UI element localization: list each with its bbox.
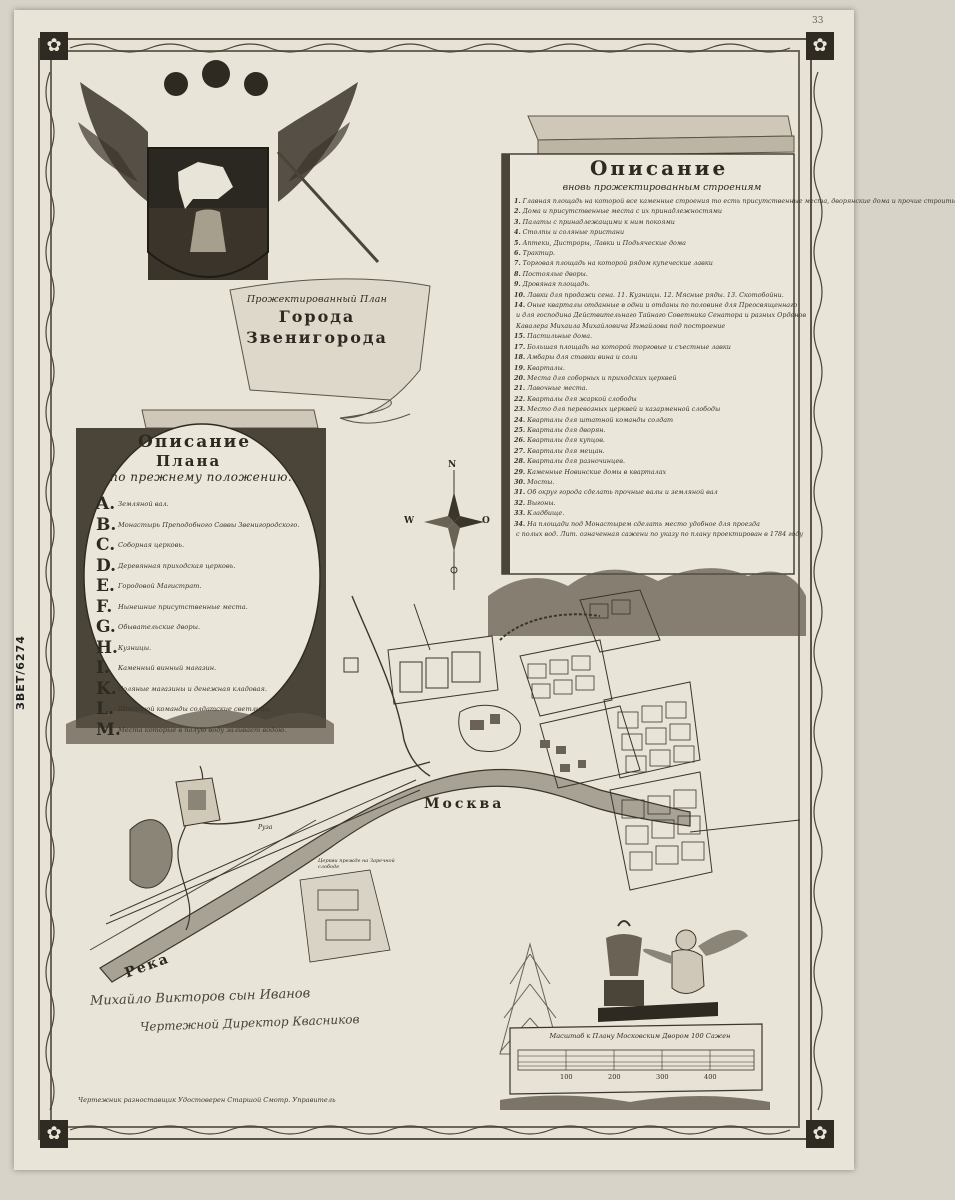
- corner-rosette-icon: ✿: [40, 32, 68, 60]
- old-description-subtitle: по прежнему положению.: [110, 470, 293, 484]
- list-item: 32. Выгоны.: [514, 498, 556, 507]
- moskva-river-label: Москва: [424, 796, 505, 812]
- list-item: 22. Кварталы для жаркой слободы: [514, 394, 637, 403]
- list-item: 27. Кварталы для мещан.: [514, 446, 605, 455]
- list-item: 25. Кварталы для дворян.: [514, 425, 606, 434]
- list-item: 6. Трактир.: [514, 249, 555, 258]
- list-item: 34. На площади под Монастырем сделать место удобное для проезда: [514, 519, 760, 528]
- list-item: E. Городовой Магистрат.: [96, 576, 202, 596]
- scale-tick-label: 400: [704, 1073, 717, 1081]
- list-item: H.Кузницы.: [96, 637, 152, 658]
- signature-line2: Чертежной Директор Квасников: [139, 1012, 360, 1034]
- corner-rosette-icon: ✿: [806, 32, 834, 60]
- list-item: 15. Пастильные дома.: [514, 332, 593, 341]
- list-item: 17. Большая площадь на которой торговые и съестные лавки: [514, 342, 731, 351]
- list-item: B. Монастырь Преподобного Саввы Звенигородского.: [96, 514, 300, 535]
- list-item: 19. Кварталы.: [514, 363, 565, 372]
- new-description-title: Описание: [590, 156, 729, 180]
- corner-rosette-icon: ✿: [806, 1120, 834, 1148]
- list-item: C. Соборная церковь.: [96, 535, 185, 555]
- list-item: 28. Кварталы для разночинцев.: [514, 457, 625, 466]
- list-item: M.Места которые в полую воду заливает водою.: [96, 719, 287, 740]
- map-title-line1: Прожектированный План: [246, 294, 388, 305]
- list-item: 20. Места для соборных и приходских церквей: [514, 373, 677, 382]
- scale-tick-label: 300: [656, 1073, 669, 1081]
- archive-stamp: ЗВЕТ/6274: [14, 635, 27, 710]
- list-item: 21. Лавочные места.: [514, 384, 588, 393]
- list-item: 14. Оные кварталы отданные в одни и отданы по половине для Преосвященнаго: [514, 301, 798, 310]
- compass-east-label: O: [482, 516, 490, 526]
- list-item: 8. Постоялые дворы.: [514, 269, 588, 278]
- scale-tick-label: 100: [560, 1073, 573, 1081]
- list-item: 23. Место для перевозных церквей и казарменной слободы: [514, 405, 721, 414]
- list-item: с полых вод. Лит. означенная сажени по указу по плану проектирован в 1784 году: [516, 530, 804, 538]
- list-item: 4. Столпы и соляные пристани: [514, 228, 625, 237]
- list-item: F. Нынешние присутственные места.: [96, 596, 248, 617]
- list-item: A. Земляной вал.: [96, 494, 169, 514]
- cherub-urn-illustration: [578, 916, 778, 1026]
- ruza-label: Руза: [258, 824, 273, 831]
- list-item: 10. Лавки для продажи сена. 11. Кузницы. 12. Мясные ряды. 13. Скотобойни.: [514, 290, 784, 299]
- reka-label: Река: [122, 950, 172, 982]
- list-item: 2. Дома и присутственные места с их принадлежностями: [514, 207, 723, 216]
- old-description-title: Описание: [138, 432, 252, 452]
- sloboda-label: Церкви прежде на Заречной слободе: [318, 858, 395, 870]
- compass-north-label: N: [448, 460, 457, 470]
- map-title-line2: Города: [278, 307, 356, 326]
- new-description-subtitle: вновь прожектированным строениям: [562, 182, 762, 193]
- list-item: и для господина Действительнаго Тайнаго Советника Сенатора и разных Орденов: [516, 311, 807, 320]
- list-item: L. Штатной команды солдатские светлицы.: [96, 699, 273, 719]
- corner-rosette-icon: ✿: [40, 1120, 68, 1148]
- compass-west-label: W: [404, 516, 415, 526]
- list-item: 1. Главная площадь на которой все каменные строения то есть присутственные места, дворянские дома и прочие строить: [514, 197, 955, 205]
- list-item: 7. Торговая площадь на которой рядом купеческие лавки: [514, 259, 713, 268]
- list-item: 18. Амбары для ставки вина и соли: [514, 353, 638, 362]
- list-item: 9. Дровяная площадь.: [514, 280, 590, 289]
- list-item: K.Соляные магазины и денежная кладовая.: [96, 678, 267, 699]
- scale-bar-title: Масштаб к Плану Московским Двором 100 Сажен: [549, 1032, 731, 1040]
- list-item: I. Каменный винный магазин.: [96, 658, 217, 678]
- list-item: 30. Мосты.: [514, 477, 555, 486]
- list-item: 5. Аптеки, Дистроры, Лавки и Подьяческие дома: [514, 238, 686, 247]
- list-item: Кавалера Михаила Михайловича Измайлова под построение: [516, 321, 726, 330]
- signature-line1: Михайло Викторов сын Иванов: [89, 986, 311, 1009]
- list-item: 24. Кварталы для штатной команды солдат: [514, 415, 674, 424]
- list-item: 31. Об округ города сделать прочные валы и земляной вал: [514, 488, 718, 497]
- footnote: Чертежник разноставщик Удостоверен Старшой Смотр. Управитель: [78, 1096, 336, 1104]
- list-item: 29. Каменные Новинские домы в кварталах: [514, 467, 667, 476]
- scale-tick-label: 200: [608, 1073, 621, 1081]
- list-item: G. Обывательские дворы.: [96, 617, 201, 637]
- old-description-title2: Плана: [156, 452, 222, 470]
- list-item: 3. Палаты с принадлежащими к ним покоями: [514, 217, 675, 226]
- sheet-number: 33: [812, 16, 824, 26]
- map-title-line3: Звенигорода: [246, 328, 388, 347]
- list-item: 26. Кварталы для купцов.: [514, 436, 605, 445]
- list-item: D. Деревянная приходская церковь.: [96, 555, 236, 576]
- list-item: 33. Кладбище.: [514, 509, 565, 518]
